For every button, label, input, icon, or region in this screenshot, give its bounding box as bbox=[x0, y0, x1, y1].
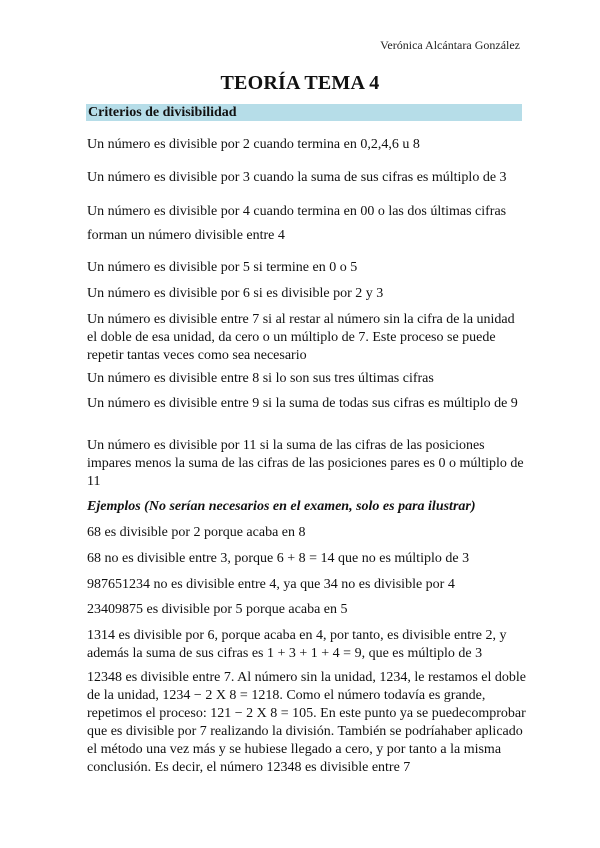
header-author: Verónica Alcántara González bbox=[380, 38, 520, 52]
criterion-6: Un número es divisible por 6 si es divisible por 2 y 3 bbox=[87, 286, 384, 301]
criterion-11: Un número es divisible por 11 si la suma de las cifras de las posiciones impares menos la suma de las cifras de las posiciones pares es 0 o múltiplo de 11 bbox=[87, 438, 524, 489]
criterion-8: Un número es divisible entre 8 si lo son sus tres últimas cifras bbox=[87, 371, 434, 386]
criterion-4-line2: forman un número divisible entre 4 bbox=[87, 228, 285, 243]
criterion-9: Un número es divisible entre 9 si la suma de todas sus cifras es múltiplo de 9 bbox=[87, 396, 518, 411]
example-item: 12348 es divisible entre 7. Al número sin la unidad, 1234, le restamos el doble de la unidad, 1234 − 2 X 8 = 1218. Como el número todavía es grande, repetimos el proceso: 121 − 2 X 8 = 105. En este punto ya se puedecomprobar que es divisible por 7 realizando la división. También se podríahaber aplicado el método una vez más y se hubiese llegado a cero, y por tanto a la misma conclusión. Es decir, el número 12348 es divisible entre 7 bbox=[87, 670, 526, 775]
criterion-2: Un número es divisible por 2 cuando termina en 0,2,4,6 u 8 bbox=[87, 137, 420, 152]
example-item: 987651234 no es divisible entre 4, ya que 34 no es divisible por 4 bbox=[87, 577, 455, 592]
example-item: 23409875 es divisible por 5 porque acaba en 5 bbox=[87, 602, 348, 617]
example-item: 1314 es divisible por 6, porque acaba en 4, por tanto, es divisible entre 2, y además la suma de sus cifras es 1 + 3 + 1 + 4 = 9, que es múltiplo de 3 bbox=[87, 628, 507, 661]
section-title: Criterios de divisibilidad bbox=[88, 105, 237, 120]
criterion-7: Un número es divisible entre 7 si al restar al número sin la cifra de la unidad el doble de esa unidad, da cero o un múltiplo de 7. Este proceso se puede repetir tantas veces como sea necesario bbox=[87, 312, 515, 363]
example-item: 68 no es divisible entre 3, porque 6 + 8 = 14 que no es múltiplo de 3 bbox=[87, 551, 470, 566]
criterion-4-line1: Un número es divisible por 4 cuando termina en 00 o las dos últimas cifras bbox=[87, 204, 507, 219]
criterion-5: Un número es divisible por 5 si termine en 0 o 5 bbox=[87, 260, 358, 275]
example-item: 68 es divisible por 2 porque acaba en 8 bbox=[87, 525, 306, 540]
criterion-3: Un número es divisible por 3 cuando la suma de sus cifras es múltiplo de 3 bbox=[87, 170, 507, 185]
examples-title: Ejemplos (No serían necesarios en el examen, solo es para ilustrar) bbox=[87, 499, 476, 514]
page-title: TEORÍA TEMA 4 bbox=[220, 72, 380, 94]
